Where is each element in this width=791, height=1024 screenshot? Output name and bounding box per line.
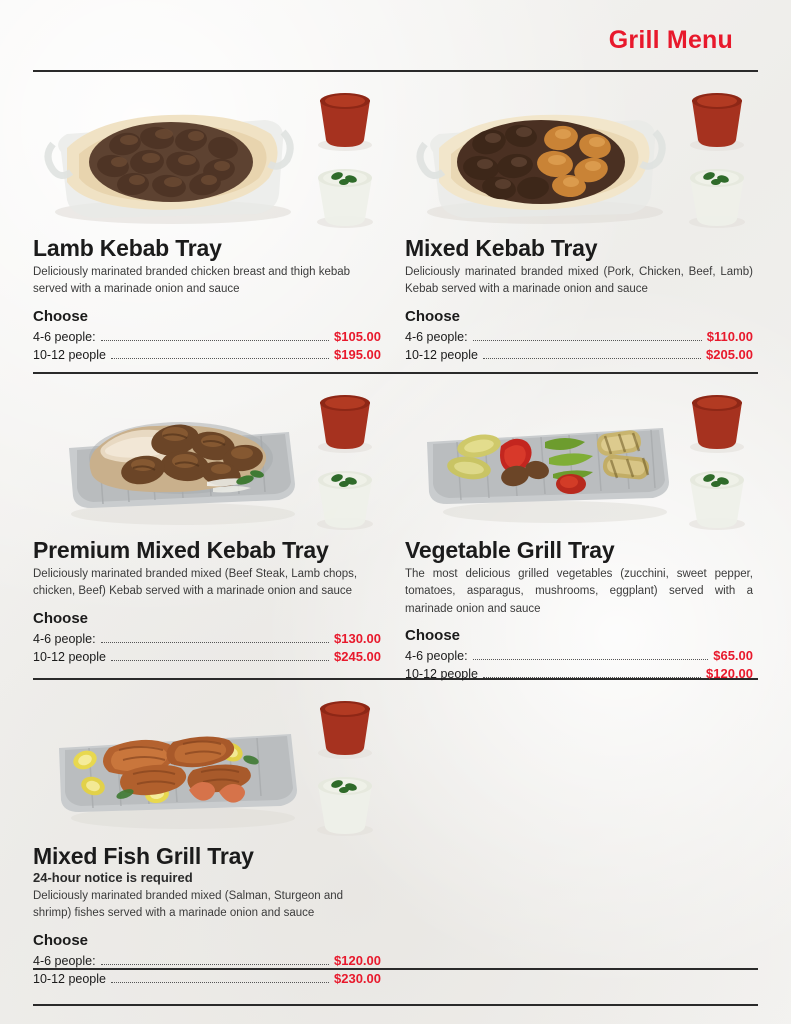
price-label: 10-12 people <box>33 649 106 664</box>
dot-leader <box>483 350 701 359</box>
item-notice: 24-hour notice is required <box>33 870 193 886</box>
glass-tray-lamb-photo <box>33 82 305 230</box>
price-label: 4-6 people: <box>33 953 96 968</box>
price-row <box>405 347 753 362</box>
price-label: 4-6 people: <box>33 329 96 344</box>
dot-leader <box>101 332 329 341</box>
menu-item-lamb-kebab-tray <box>33 82 381 365</box>
item-description: The most delicious grilled vegetables (zucchini, sweet pepper, tomatoes, asparagus, mushrooms, eggplant) served with a marinade onion and sauce <box>405 568 753 615</box>
item-title: Mixed Fish Grill Tray <box>33 843 254 869</box>
price-value: $105.00 <box>334 328 381 344</box>
price-row <box>33 329 381 344</box>
price-label: 10-12 people <box>405 347 478 362</box>
dot-leader <box>473 332 702 341</box>
glass-tray-mixed-photo <box>405 82 677 230</box>
dot-leader <box>111 350 329 359</box>
price-row <box>33 953 381 968</box>
price-value: $120.00 <box>334 952 381 968</box>
price-value: $120.00 <box>706 665 753 681</box>
sauce-cups-photo <box>307 384 381 532</box>
dot-leader <box>101 634 329 643</box>
item-image-mixed-fish-grill-tray <box>33 690 381 840</box>
choose-label: Choose <box>33 609 89 627</box>
foil-tray-fish-photo <box>33 690 305 838</box>
item-title: Vegetable Grill Tray <box>405 537 615 563</box>
price-label: 4-6 people: <box>33 631 96 646</box>
item-description: Deliciously marinated branded mixed (Pork, Chicken, Beef, Lamb) Kebab served with a marinade onion and sauce <box>405 266 753 296</box>
item-title: Lamb Kebab Tray <box>33 235 222 261</box>
item-title: Mixed Kebab Tray <box>405 235 598 261</box>
sauce-cups-photo <box>679 384 753 532</box>
price-row <box>33 971 381 986</box>
divider-row1 <box>33 372 758 374</box>
dot-leader <box>473 651 709 660</box>
price-label: 4-6 people: <box>405 648 468 663</box>
choose-label: Choose <box>405 307 461 325</box>
price-value: $110.00 <box>706 328 753 344</box>
menu-item-vegetable-grill-tray <box>405 384 753 684</box>
price-value: $130.00 <box>334 630 381 646</box>
price-label: 10-12 people <box>405 666 478 681</box>
price-row <box>33 649 381 664</box>
sauce-cups-photo <box>679 82 753 230</box>
dot-leader <box>111 652 329 661</box>
menu-item-mixed-fish-grill-tray <box>33 690 381 989</box>
price-row <box>405 329 753 344</box>
price-value: $195.00 <box>334 346 381 362</box>
item-image-mixed-kebab-tray <box>405 82 753 232</box>
price-value: $230.00 <box>334 970 381 986</box>
divider-bottom <box>33 1004 758 1006</box>
price-row <box>405 648 753 663</box>
dot-leader <box>483 669 701 678</box>
page-title: Grill Menu <box>608 26 733 54</box>
dot-leader <box>111 974 329 983</box>
price-row <box>33 347 381 362</box>
price-value: $65.00 <box>713 647 753 663</box>
item-image-vegetable-grill-tray <box>405 384 753 534</box>
dot-leader <box>101 956 329 965</box>
choose-label: Choose <box>33 931 89 949</box>
price-label: 4-6 people: <box>405 329 468 344</box>
sauce-cups-photo <box>307 690 381 838</box>
item-description: Deliciously marinated branded chicken breast and thigh kebab served with a marinade onion and sauce <box>33 266 351 296</box>
sauce-cups-photo <box>307 82 381 230</box>
choose-label: Choose <box>33 307 89 325</box>
price-label: 10-12 people <box>33 347 106 362</box>
divider-top <box>33 70 758 72</box>
item-image-premium-mixed-kebab-tray <box>33 384 381 534</box>
item-description: Deliciously marinated branded mixed (Beef Steak, Lamb chops, chicken, Beef) Kebab served with a marinade onion and sauce <box>33 568 358 598</box>
price-value: $205.00 <box>706 346 753 362</box>
foil-tray-vegetable-photo <box>405 384 677 532</box>
price-row <box>405 666 753 681</box>
price-value: $245.00 <box>334 648 381 664</box>
price-row <box>33 631 381 646</box>
menu-item-premium-mixed-kebab-tray <box>33 384 381 667</box>
choose-label: Choose <box>405 626 461 644</box>
item-description: Deliciously marinated branded mixed (Salman, Sturgeon and shrimp) fishes served with a marinade onion and sauce <box>33 890 344 920</box>
menu-item-mixed-kebab-tray <box>405 82 753 365</box>
item-title: Premium Mixed Kebab Tray <box>33 537 329 563</box>
price-label: 10-12 people <box>33 971 106 986</box>
item-image-lamb-kebab-tray <box>33 82 381 232</box>
foil-tray-premium-photo <box>33 384 305 532</box>
